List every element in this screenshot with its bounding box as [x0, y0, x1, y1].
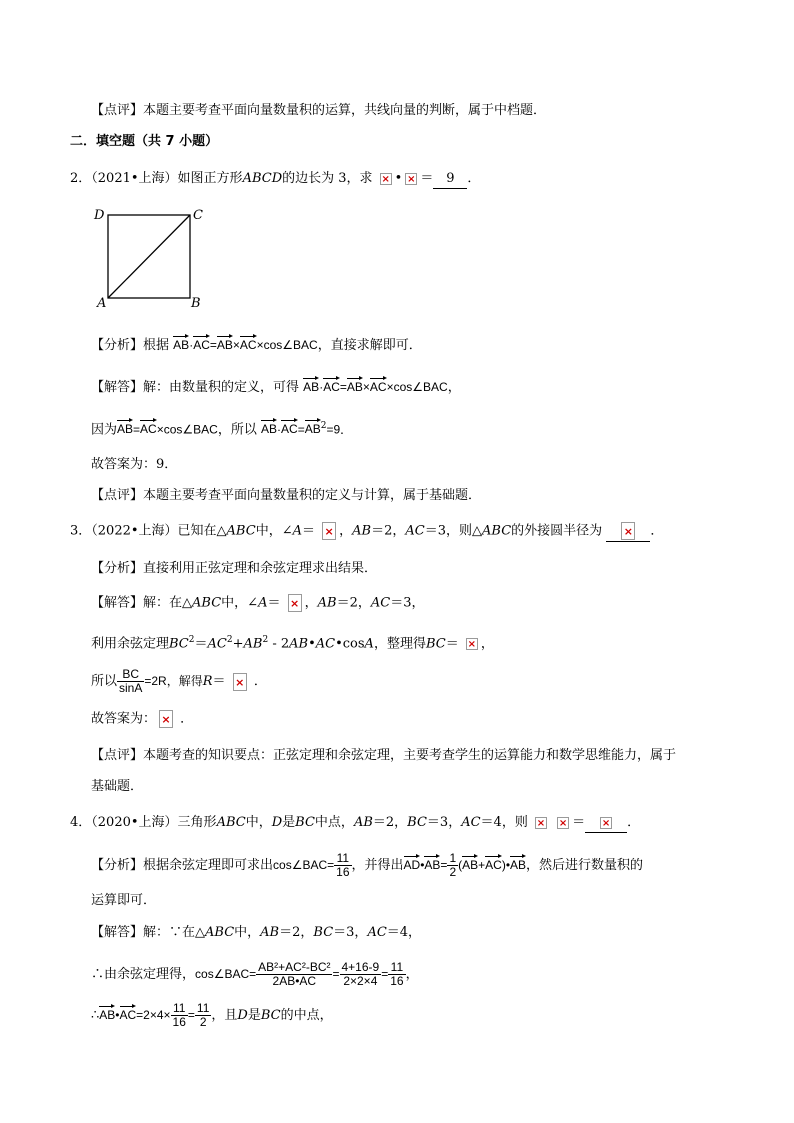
q4-number: 4． — [70, 815, 92, 830]
ac: AC — [370, 595, 391, 611]
cos-bac: cos∠BAC= — [195, 967, 257, 981]
broken-image-icon — [557, 817, 569, 829]
bc: BC — [295, 815, 315, 830]
ab: AB — [353, 815, 373, 830]
analysis-tag: 【分析】 — [91, 338, 144, 353]
review-text: 本题主要考查平面向量数量积的运算，共线向量的判断，属于中档题． — [143, 103, 547, 118]
label-a: A — [97, 296, 107, 311]
vector-ab: AB — [303, 376, 319, 393]
fraction-denominator: 2 — [199, 1015, 207, 1029]
angle-a: A — [364, 636, 374, 652]
r: R — [202, 674, 213, 689]
times: × — [232, 338, 240, 352]
bullet: • — [308, 636, 316, 652]
q2-review-text: 本题主要考查平面向量数量积的定义与计算，属于基础题． — [143, 488, 482, 503]
q4-answer-blank — [585, 814, 627, 833]
fraction-denominator: sinA — [119, 681, 143, 695]
q3-s3b: =2R，解得 — [144, 674, 203, 688]
vector-ab: AB — [261, 418, 277, 435]
q3-ans-end: ． — [180, 711, 194, 727]
fraction-numerator: 4+16-9 — [341, 960, 380, 974]
q4-solution-1 — [91, 924, 421, 942]
q2-end: ． — [467, 171, 481, 186]
q4-s1a: 解：∵在△ — [143, 925, 206, 940]
q2-s2b: ，所以 — [217, 422, 257, 438]
fraction-numerator: 11 — [388, 961, 405, 975]
q4-s3c: 是 — [247, 1008, 261, 1023]
therefore: ∴ — [91, 1008, 100, 1023]
bc: BC — [169, 636, 189, 652]
ac: AC — [405, 523, 425, 539]
q3-s2g: ＝ — [445, 636, 459, 652]
fraction-11-2 — [195, 1002, 211, 1029]
q3-answer-blank — [606, 522, 650, 542]
broken-image-icon — [535, 817, 547, 829]
plus: + — [232, 636, 244, 652]
q3-s1a: 解：在△ — [143, 595, 193, 611]
q3-t5: ＝2， — [371, 523, 406, 539]
cos-bac: cos∠BAC — [163, 422, 218, 437]
q4-a1: 根据余弦定理即可求出 — [143, 858, 274, 873]
abc: ABC — [205, 925, 235, 940]
q2-answer: 9 — [433, 170, 467, 189]
angle-a: A — [258, 595, 268, 611]
fraction-denominator: 16 — [172, 1015, 186, 1029]
q3-solution-2 — [91, 631, 494, 653]
fraction-numerator: 11 — [196, 1001, 210, 1015]
q3-t1: 已知在△ — [177, 523, 227, 539]
q4-a3: ，然后进行数量积的 — [526, 858, 644, 873]
fraction-denominator: 2AB•AC — [272, 974, 317, 988]
q4-s1d: ＝3， — [333, 925, 368, 940]
abc: ABC — [482, 523, 512, 539]
q4-s1c: ＝2， — [279, 925, 314, 940]
comma: ， — [480, 636, 494, 652]
vector-ab: AB — [117, 418, 133, 435]
diagonal-ac — [108, 215, 190, 298]
fraction-numeric — [340, 961, 382, 988]
label-d: D — [94, 208, 105, 223]
q4-t4: 中点， — [314, 815, 354, 830]
q3-s2d: - 2 — [268, 636, 290, 652]
equals: = — [332, 967, 340, 981]
dot: · — [189, 338, 194, 352]
times: × — [386, 380, 394, 394]
bc: BC — [313, 925, 334, 940]
q3-t4: ， — [339, 523, 353, 539]
comma: ， — [447, 380, 461, 395]
q3-s1c: ＝ — [267, 595, 281, 611]
q4-analysis-1 — [91, 852, 643, 879]
so: 所以 — [91, 674, 118, 689]
q3-source: （2022•上海） — [91, 523, 178, 539]
times: × — [156, 422, 164, 437]
q3-analysis-text: 直接利用正弦定理和余弦定理求出结果． — [143, 561, 378, 576]
q3-answer-line — [91, 710, 193, 729]
label-b: B — [191, 296, 201, 311]
fraction-11-16 — [334, 852, 351, 879]
review-tag: 【点评】 — [91, 103, 144, 118]
q4-t7: ＝4，则 — [480, 815, 528, 830]
fraction-11-16 — [171, 1002, 188, 1029]
solution-tag: 【解答】 — [91, 925, 144, 940]
angle-a: A — [292, 523, 302, 539]
cos-bac: cos∠BAC — [263, 338, 318, 352]
dot: · — [277, 422, 282, 437]
bullet: • — [115, 1008, 120, 1022]
vector-ab: AB — [424, 854, 440, 871]
q4-s3a: =2×4× — [136, 1008, 171, 1022]
vector-ab: AB — [510, 854, 526, 871]
analysis-tag: 【分析】 — [91, 858, 144, 873]
broken-image-icon — [322, 522, 336, 540]
q4-s3d: 的中点， — [280, 1008, 333, 1023]
fraction-11-16 — [388, 961, 405, 988]
q4-solution-3 — [91, 1002, 333, 1029]
q2-dot: • — [394, 171, 403, 186]
fraction-1-2 — [447, 852, 458, 879]
equals: = — [297, 422, 305, 437]
review-line-q1 — [91, 102, 546, 120]
broken-image-icon — [159, 710, 173, 728]
question-4 — [70, 814, 640, 833]
q2-number: 2． — [70, 171, 92, 186]
q2-review — [91, 487, 481, 505]
fraction-denominator: 2 — [449, 865, 457, 879]
fraction-numerator: BC — [117, 668, 144, 682]
fraction-bc-sina — [117, 668, 144, 695]
plus: + — [478, 858, 486, 872]
vector-ac: AC — [323, 376, 340, 393]
vector-ac: AC — [485, 854, 502, 871]
ab: AB — [260, 925, 280, 940]
q3-review-1 — [91, 747, 676, 765]
vector-ab: AB — [462, 854, 478, 871]
q2-a2: ，直接求解即可． — [317, 338, 422, 353]
q3-review-text-1: 本题考查的知识要点：正弦定理和余弦定理，主要考查学生的运算能力和数学思维能力，属于 — [143, 748, 677, 763]
equals: = — [381, 967, 389, 981]
solution-tag: 【解答】 — [91, 595, 144, 611]
exp-2: 2 — [188, 635, 195, 645]
q3-answer-label: 故答案为： — [91, 711, 157, 727]
bc: BC — [260, 1008, 281, 1023]
q2-source: （2021•上海） — [91, 171, 178, 186]
vector-ab: AB — [347, 376, 363, 393]
broken-image-icon — [466, 638, 478, 650]
equals: = — [133, 422, 141, 437]
q3-s3end: ． — [253, 674, 267, 689]
q2-eq: ＝ — [420, 171, 434, 186]
ac: AC — [461, 815, 481, 830]
vector-ac: AC — [281, 418, 298, 435]
ac: AC — [367, 925, 387, 940]
vector-ac: AC — [240, 334, 257, 351]
square-exponent: 2 — [320, 421, 327, 431]
ab: AB — [317, 595, 337, 611]
fraction-denominator: 16 — [390, 974, 404, 988]
vector-ac: AC — [120, 1004, 137, 1021]
q2-s1: 解：由数量积的定义，可得 — [143, 380, 300, 395]
times: × — [256, 338, 264, 352]
right-paren: ) — [501, 858, 506, 872]
q2-abcd: ABCD — [242, 171, 283, 186]
equals: = — [440, 858, 448, 872]
q3-s1b: 中，∠ — [221, 595, 259, 611]
ab: AB — [243, 636, 263, 652]
broken-image-icon — [380, 173, 392, 185]
q3-t7: 的外接圆半径为 — [511, 523, 603, 539]
ac: AC — [207, 636, 227, 652]
q3-s1e: ＝2， — [336, 595, 371, 611]
fraction-numerator: 1 — [449, 851, 457, 865]
q3-analysis — [91, 560, 377, 578]
abc: ABC — [226, 523, 256, 539]
q3-end: ． — [650, 523, 664, 539]
q3-s2a: 利用余弦定理 — [91, 636, 170, 652]
bullet: • — [420, 858, 425, 872]
equals: = — [339, 380, 347, 394]
solution-tag: 【解答】 — [91, 380, 144, 395]
abc: ABC — [216, 815, 246, 830]
exp-2: 2 — [226, 635, 233, 645]
q4-t6: ＝3， — [426, 815, 462, 830]
q3-review-2: 基础题． — [91, 779, 144, 794]
bc: BC — [425, 636, 446, 652]
q3-t3: ＝ — [301, 523, 315, 539]
review-tag: 【点评】 — [91, 748, 144, 763]
dot: · — [319, 380, 324, 394]
q3-s1d: ， — [304, 595, 318, 611]
bc: BC — [407, 815, 427, 830]
q4-a2: ，并得出 — [351, 858, 404, 873]
q4-s3b: ，且 — [211, 1008, 238, 1023]
q3-solution-1 — [91, 594, 424, 613]
q4-s2a: ∴由余弦定理得， — [91, 967, 196, 982]
q4-end: ． — [627, 815, 641, 830]
vector-ac: AC — [140, 418, 157, 435]
times: × — [362, 380, 370, 394]
review-tag: 【点评】 — [91, 488, 144, 503]
q2-analysis — [91, 334, 422, 355]
vector-ab: AB — [217, 334, 233, 351]
q4-analysis-2: 运算即可． — [91, 893, 157, 908]
fraction-numerator: 11 — [334, 852, 351, 866]
equals: = — [209, 338, 217, 352]
fraction-cosine-law — [256, 961, 332, 988]
question-2 — [70, 170, 480, 189]
abc: ABC — [192, 595, 222, 611]
vector-ac: AC — [193, 334, 210, 351]
q3-s3c: ＝ — [212, 674, 226, 689]
cos-bac: cos∠BAC — [393, 380, 448, 394]
comma: ， — [405, 967, 419, 982]
q3-solution-3 — [91, 668, 267, 695]
broken-image-icon — [621, 522, 635, 540]
q3-t2: 中，∠ — [255, 523, 293, 539]
broken-image-icon — [288, 594, 302, 612]
q4-t8: ＝ — [572, 815, 586, 830]
q3-t6: ＝3，则△ — [424, 523, 483, 539]
q4-solution-2 — [91, 961, 419, 988]
q3-s2e: •cos — [335, 636, 365, 652]
broken-image-icon — [600, 817, 612, 829]
exp-2: 2 — [262, 635, 269, 645]
question-3 — [70, 522, 663, 542]
left-paren: ( — [458, 858, 463, 872]
q2-a1: 根据 — [143, 338, 170, 353]
q3-s2b: ＝ — [194, 636, 208, 652]
q4-t5: ＝2， — [372, 815, 408, 830]
q4-t3: 是 — [282, 815, 296, 830]
ab: AB — [352, 523, 372, 539]
cos-bac: cos∠BAC= — [273, 858, 335, 872]
d: D — [237, 1008, 248, 1023]
analysis-tag: 【分析】 — [91, 561, 144, 576]
broken-image-icon — [233, 673, 247, 691]
vector-ab: AB — [305, 418, 321, 435]
fraction-denominator: 16 — [336, 865, 350, 879]
fraction-numerator: 11 — [171, 1002, 188, 1016]
q2-solution-2 — [91, 417, 352, 439]
broken-image-icon — [405, 173, 417, 185]
ac: AC — [315, 636, 336, 652]
q4-s1b: 中， — [234, 925, 261, 940]
q4-t2: 中， — [245, 815, 272, 830]
equals: = — [187, 1008, 195, 1022]
q3-s1f: ＝3， — [390, 595, 425, 611]
d: D — [271, 815, 283, 830]
section-heading: 二．填空题（共 7 小题） — [70, 134, 219, 149]
q2-text-1: 如图正方形 — [177, 171, 243, 186]
vector-ac: AC — [370, 376, 387, 393]
q4-source: （2020•上海） — [91, 815, 178, 830]
bullet: • — [505, 858, 511, 872]
q2-answer-line: 故答案为：9． — [91, 457, 178, 472]
label-c: C — [193, 208, 203, 223]
vector-ab: AB — [173, 334, 189, 351]
q4-t1: 三角形 — [177, 815, 217, 830]
fraction-denominator: 2×2×4 — [343, 974, 378, 988]
vector-ab: AB — [99, 1004, 115, 1021]
q2-text-2: 的边长为 3，求 — [282, 171, 373, 186]
because: 因为 — [91, 422, 118, 438]
ab: AB — [289, 636, 309, 652]
vector-ad: AD — [404, 854, 421, 871]
q2-solution-1 — [91, 376, 461, 397]
q4-s1e: ＝4， — [386, 925, 422, 940]
fraction-numerator: AB²+AC²-BC² — [258, 960, 331, 974]
q3-s2f: ，整理得 — [373, 636, 426, 652]
q3-number: 3． — [70, 523, 92, 539]
q2-s2end: =9． — [326, 422, 353, 437]
